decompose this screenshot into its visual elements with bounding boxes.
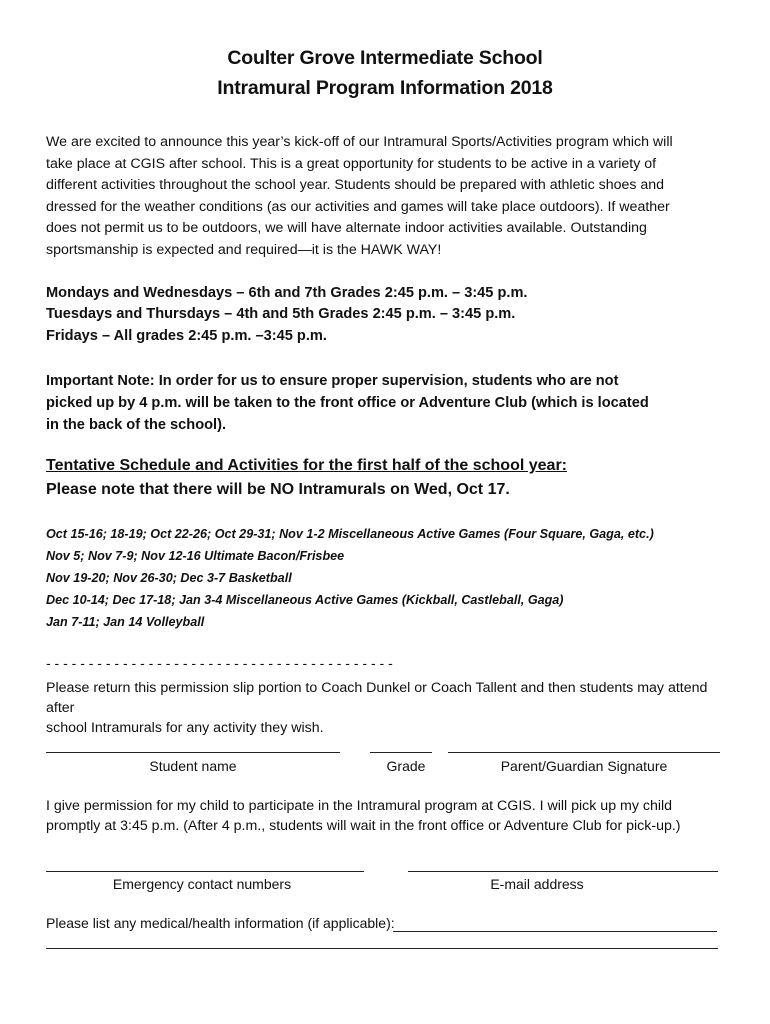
medical-info-field-line2[interactable]	[46, 948, 718, 949]
schedule-item: Nov 19-20; Nov 26-30; Dec 3-7 Basketball	[46, 571, 292, 585]
parent-signature-label: Parent/Guardian Signature	[500, 758, 668, 774]
parent-signature-field[interactable]	[448, 752, 720, 753]
schedule-fri: Fridays – All grades 2:45 p.m. –3:45 p.m.	[46, 328, 327, 344]
slip-instructions-line: school Intramurals for any activity they wish.	[46, 720, 324, 736]
schedule-notice: Please note that there will be NO Intramurals on Wed, Oct 17.	[46, 481, 510, 498]
student-name-label: Student name	[149, 758, 237, 774]
document-title: Intramural Program Information 2018	[217, 77, 553, 99]
grade-label: Grade	[386, 758, 426, 774]
grade-field[interactable]	[370, 752, 432, 753]
schedule-item: Oct 15-16; 18-19; Oct 22-26; Oct 29-31; Nov 1-2 Miscellaneous Active Games (Four Square, Gaga, etc.)	[46, 527, 654, 541]
intro-paragraph	[46, 132, 736, 262]
medical-info-label: Please list any medical/health information (if applicable):	[46, 915, 395, 931]
schedule-mon-wed: Mondays and Wednesdays – 6th and 7th Grades 2:45 p.m. – 3:45 p.m.	[46, 285, 528, 301]
intro-line: take place at CGIS after school. This is a great opportunity for students to be active in a variety of	[46, 155, 657, 172]
intro-line: We are excited to announce this year’s kick-off of our Intramural Sports/Activities program which will	[46, 134, 673, 150]
school-name: Coulter Grove Intermediate School	[227, 47, 543, 69]
important-note	[46, 370, 726, 436]
schedule-tue-thu: Tuesdays and Thursdays – 4th and 5th Grades 2:45 p.m. – 3:45 p.m.	[46, 306, 516, 322]
permission-line: I give permission for my child to participate in the Intramural program at CGIS. I will pick up my child	[46, 798, 673, 814]
email-field[interactable]	[408, 871, 718, 872]
medical-info-field[interactable]	[393, 931, 717, 932]
tear-line: - - - - - - - - - - - - - - - - - - - - - - - - - - - - - - - - - - - - - - - - -	[46, 655, 393, 671]
schedule-item: Nov 5; Nov 7-9; Nov 12-16 Ultimate Bacon/Frisbee	[46, 549, 345, 563]
email-label: E-mail address	[490, 876, 584, 892]
important-note-line: Important Note: In order for us to ensure proper supervision, students who are not	[46, 373, 619, 389]
student-name-field[interactable]	[46, 752, 340, 753]
intro-line: different activities throughout the school year. Students should be prepared with athletic shoes and	[46, 177, 665, 194]
emergency-contact-field[interactable]	[46, 871, 364, 872]
permission-statement	[46, 796, 736, 836]
schedule-heading: Tentative Schedule and Activities for the first half of the school year:	[46, 457, 567, 474]
important-note-line: in the back of the school).	[46, 417, 227, 433]
emergency-contact-label: Emergency contact numbers	[112, 876, 292, 892]
intro-line: does not permit us to be outdoors, we will have alternate indoor activities available. Outstanding	[46, 220, 647, 237]
intro-line: dressed for the weather conditions (as our activities and games will take place outdoors). If weather	[46, 198, 670, 215]
schedule-item: Dec 10-14; Dec 17-18; Jan 3-4 Miscellaneous Active Games (Kickball, Castleball, Gaga)	[46, 593, 564, 607]
slip-instructions-line: Please return this permission slip portion to Coach Dunkel or Coach Tallent and then students may attend after	[46, 680, 708, 716]
intro-line: sportsmanship is expected and required—it is the HAWK WAY!	[46, 241, 442, 258]
permission-line: promptly at 3:45 p.m. (After 4 p.m., students will wait in the front office or Adventure Club for pick-up.)	[46, 818, 681, 834]
important-note-line: picked up by 4 p.m. will be taken to the front office or Adventure Club (which is located	[46, 395, 649, 411]
schedule-item: Jan 7-11; Jan 14 Volleyball	[46, 615, 205, 629]
slip-instructions	[46, 678, 736, 738]
